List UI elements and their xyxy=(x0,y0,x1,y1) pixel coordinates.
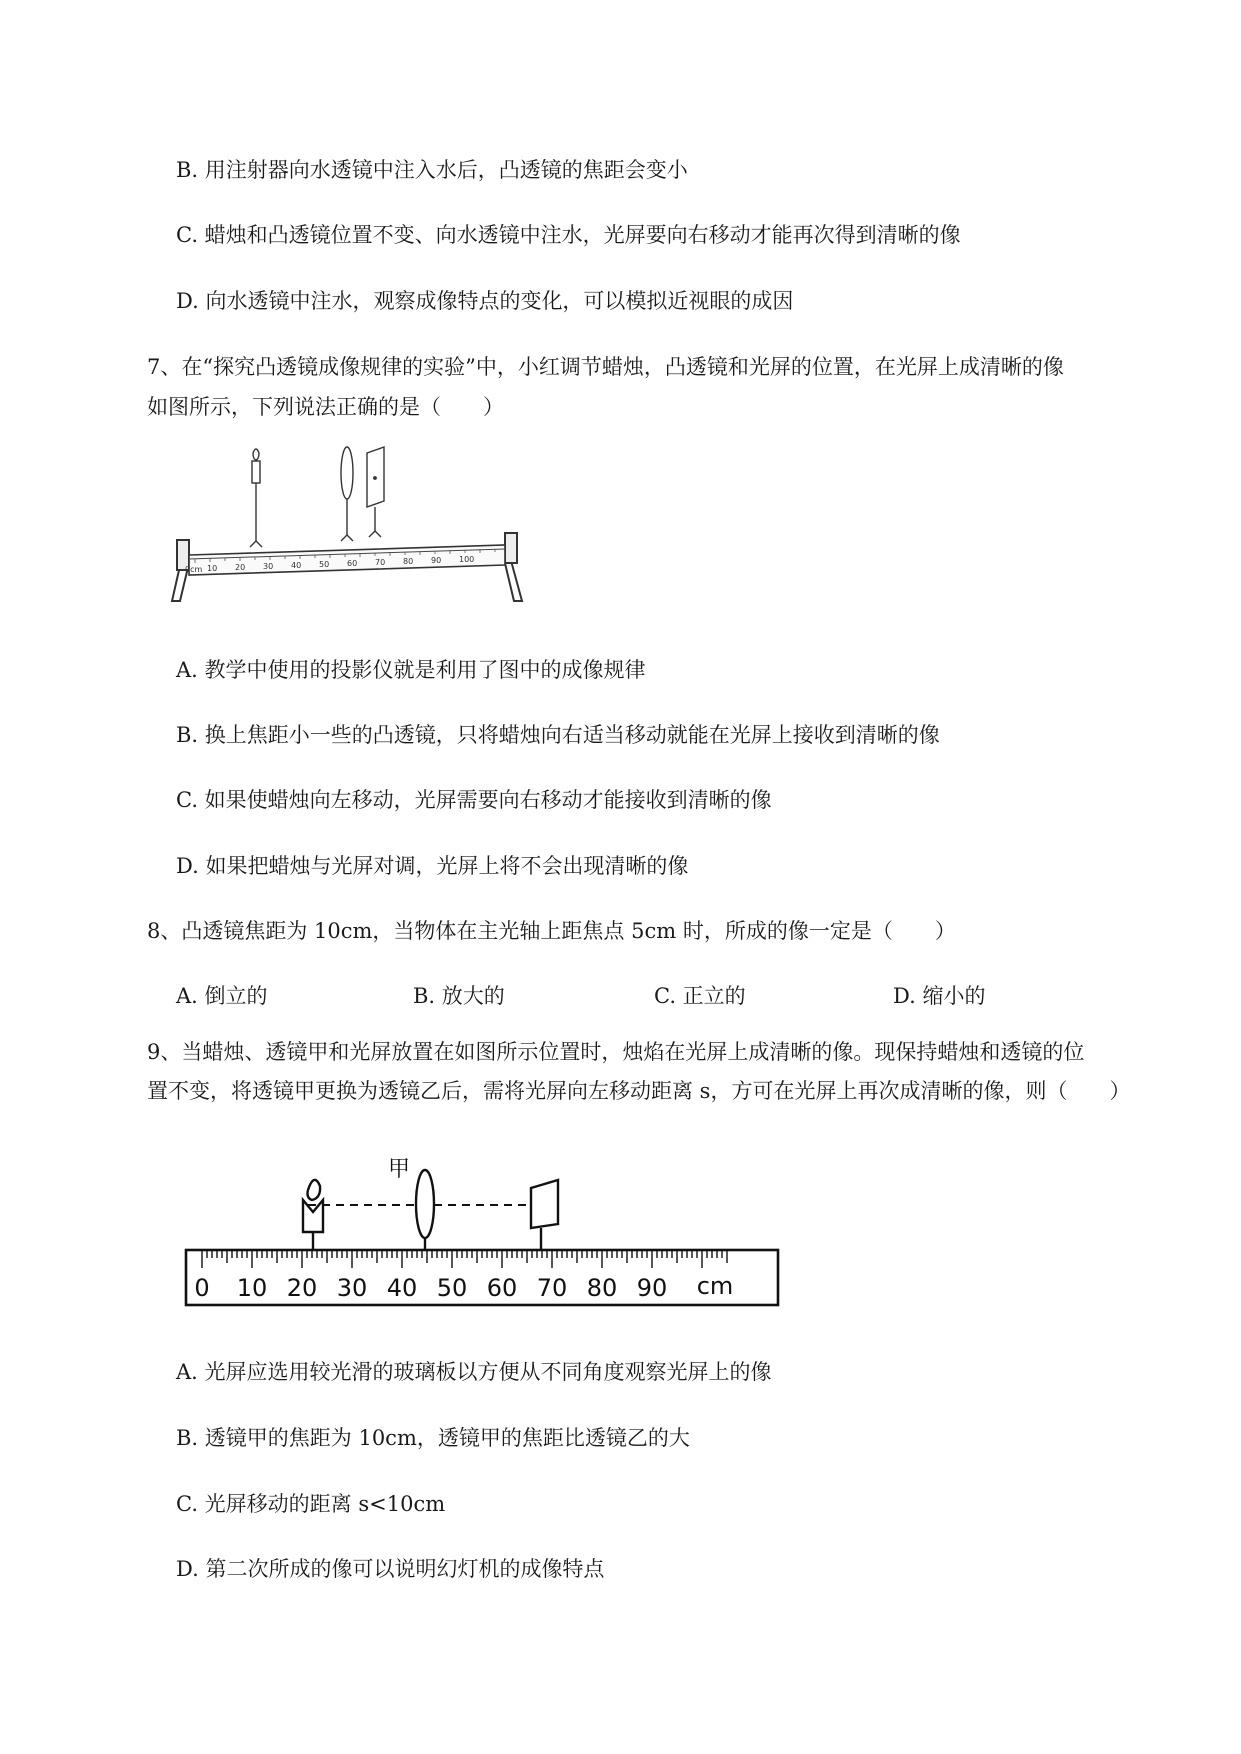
q7-stem-line1: 7、在“探究凸透镜成像规律的实验”中，小红调节蜡烛，凸透镜和光屏的位置，在光屏上成清晰的像 xyxy=(147,355,1064,379)
q9-ruler-label-10: 10 xyxy=(236,1274,268,1302)
q7-ruler-label-70: 70 xyxy=(375,558,386,567)
lens-label-jia: 甲 xyxy=(388,1157,411,1182)
q9-ruler-label-60: 60 xyxy=(486,1274,518,1302)
candle xyxy=(303,1180,323,1250)
q9-ruler-label-20: 20 xyxy=(286,1274,318,1302)
q9-ruler-label-30: 30 xyxy=(336,1274,368,1302)
q9-ruler-label-70: 70 xyxy=(536,1274,568,1302)
q9-option-a: A. 光屏应选用较光滑的玻璃板以方便从不同角度观察光屏上的像 xyxy=(176,1360,772,1384)
q9-option-b: B. 透镜甲的焦距为 10cm，透镜甲的焦距比透镜乙的大 xyxy=(176,1426,690,1450)
q9-ruler-label-80: 80 xyxy=(586,1274,618,1302)
q9-ruler-label-40: 40 xyxy=(386,1274,418,1302)
light-screen xyxy=(531,1180,558,1250)
candle xyxy=(250,449,262,547)
q9-stem-line1: 9、当蜡烛、透镜甲和光屏放置在如图所示位置时，烛焰在光屏上成清晰的像。现保持蜡烛和透镜的位 xyxy=(147,1040,1085,1064)
q7-ruler-label-0: 0cm xyxy=(185,565,203,574)
q6-option-d: D. 向水透镜中注水，观察成像特点的变化，可以模拟近视眼的成因 xyxy=(176,289,794,313)
q9-stem-line2: 置不变，将透镜甲更换为透镜乙后，需将光屏向左移动距离 s，方可在光屏上再次成清晰的像，则（ ） xyxy=(147,1079,1131,1103)
lens-jia xyxy=(416,1170,434,1250)
q7-ruler-label-10: 10 xyxy=(207,564,218,573)
q9-ruler-label-0: 0 xyxy=(194,1274,210,1302)
q7-ruler-label-40: 40 xyxy=(291,561,302,570)
light-screen xyxy=(367,447,384,537)
q8-option-a: A. 倒立的 xyxy=(176,984,268,1008)
q9-option-c: C. 光屏移动的距离 s<10cm xyxy=(176,1492,446,1516)
q9-ruler-figure xyxy=(180,1150,785,1310)
q6-option-b: B. 用注射器向水透镜中注入水后，凸透镜的焦距会变小 xyxy=(176,158,688,182)
q7-option-a: A. 教学中使用的投影仪就是利用了图中的成像规律 xyxy=(176,658,646,682)
q7-ruler-label-90: 90 xyxy=(431,556,442,565)
q7-option-b: B. 换上焦距小一些的凸透镜，只将蜡烛向右适当移动就能在光屏上接收到清晰的像 xyxy=(176,723,940,747)
q7-option-c: C. 如果使蜡烛向左移动，光屏需要向右移动才能接收到清晰的像 xyxy=(176,788,772,812)
q9-ruler-label-90: 90 xyxy=(636,1274,668,1302)
q7-ruler-label-50: 50 xyxy=(319,560,330,569)
q7-ruler-label-30: 30 xyxy=(263,562,274,571)
q7-optical-bench-figure xyxy=(170,445,530,605)
ruler-body xyxy=(186,1250,778,1305)
right-end-post xyxy=(505,533,517,563)
q7-ruler-label-60: 60 xyxy=(347,559,358,568)
q9-ruler-label-50: 50 xyxy=(436,1274,468,1302)
convex-lens xyxy=(341,447,353,541)
q8-option-c: C. 正立的 xyxy=(654,984,746,1008)
q8-option-d: D. 缩小的 xyxy=(893,984,986,1008)
q7-ruler-label-80: 80 xyxy=(403,557,414,566)
q9-option-d: D. 第二次所成的像可以说明幻灯机的成像特点 xyxy=(176,1557,605,1581)
q7-stem-line2: 如图所示，下列说法正确的是（ ） xyxy=(147,395,504,419)
q7-option-d: D. 如果把蜡烛与光屏对调，光屏上将不会出现清晰的像 xyxy=(176,854,689,878)
q9-ruler-unit: cm xyxy=(696,1272,734,1300)
q8-option-b: B. 放大的 xyxy=(413,984,505,1008)
q7-ruler-label-20: 20 xyxy=(235,563,246,572)
q8-stem: 8、凸透镜焦距为 10cm，当物体在主光轴上距焦点 5cm 时，所成的像一定是（ ） xyxy=(147,919,956,943)
q6-option-c: C. 蜡烛和凸透镜位置不变、向水透镜中注水，光屏要向右移动才能再次得到清晰的像 xyxy=(176,223,961,247)
q7-ruler-label-100: 100 xyxy=(459,555,475,564)
